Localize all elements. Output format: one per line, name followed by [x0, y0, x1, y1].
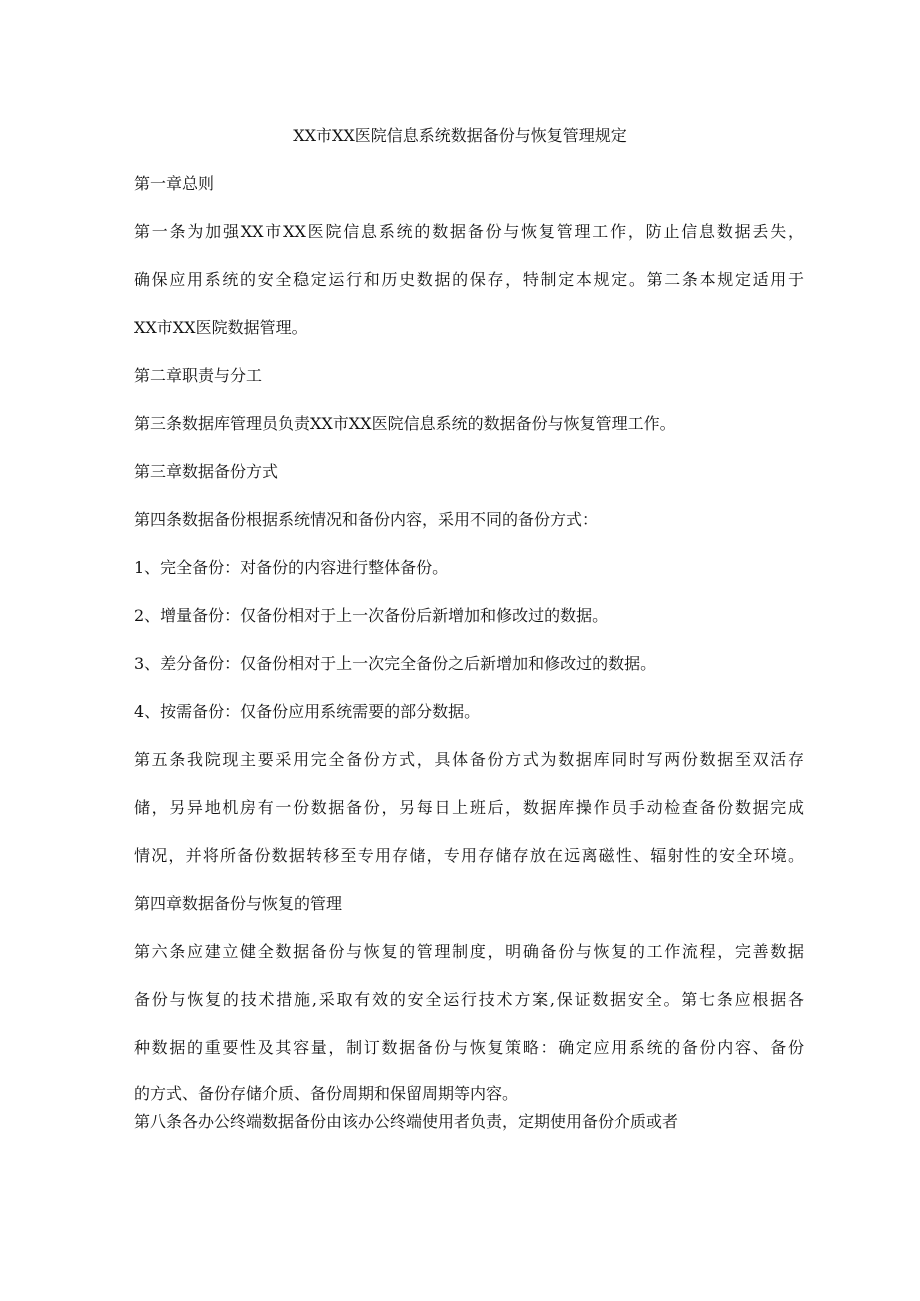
paragraph-line: 的方式、备份存储介质、备份周期和保留周期等内容。 [134, 1084, 519, 1103]
paragraph-line: 第五条我院现主要采用完全备份方式，具体备份方式为数据库同时写两份数据至双活存 [134, 750, 804, 769]
document-title: XX市XX医院信息系统数据备份与恢复管理规定 [293, 126, 627, 145]
list-item: 4、按需备份：仅备份应用系统需要的部分数据。 [134, 702, 481, 721]
list-item: 1、完全备份：对备份的内容进行整体备份。 [134, 558, 449, 577]
chapter-heading: 第二章职责与分工 [134, 366, 263, 385]
paragraph-line: 备份与恢复的技术措施,采取有效的安全运行技术方案,保证数据安全。第七条应根据各 [134, 990, 804, 1009]
paragraph-line: 储，另异地机房有一份数据备份，另每日上班后，数据库操作员手动检查备份数据完成 [134, 798, 804, 817]
paragraph-line: 第一条为加强XX市XX医院信息系统的数据备份与恢复管理工作，防止信息数据丢失， [134, 222, 804, 241]
list-item: 3、差分备份：仅备份相对于上一次完全备份之后新增加和修改过的数据。 [134, 654, 657, 673]
paragraph-line: 第八条各办公终端数据备份由该办公终端使用者负责，定期使用备份介质或者 [134, 1112, 679, 1131]
paragraph-line: 第三条数据库管理员负责XX市XX医院信息系统的数据备份与恢复管理工作。 [134, 414, 676, 433]
list-item: 2、增量备份：仅备份相对于上一次备份后新增加和修改过的数据。 [134, 606, 609, 625]
paragraph-line: 第六条应建立健全数据备份与恢复的管理制度，明确备份与恢复的工作流程，完善数据 [134, 942, 804, 961]
paragraph-line: 情况，并将所备份数据转移至专用存储，专用存储存放在远离磁性、辐射性的安全环境。 [134, 846, 804, 865]
chapter-heading: 第三章数据备份方式 [134, 462, 279, 481]
paragraph-line: 确保应用系统的安全稳定运行和历史数据的保存，特制定本规定。第二条本规定适用于 [134, 270, 804, 289]
paragraph-line: XX市XX医院数据管理。 [134, 318, 308, 337]
paragraph-line: 种数据的重要性及其容量，制订数据备份与恢复策略：确定应用系统的备份内容、备份 [134, 1038, 804, 1057]
paragraph-line: 第四条数据备份根据系统情况和备份内容，采用不同的备份方式： [134, 510, 599, 529]
chapter-heading: 第一章总则 [134, 174, 215, 193]
chapter-heading: 第四章数据备份与恢复的管理 [134, 894, 343, 913]
